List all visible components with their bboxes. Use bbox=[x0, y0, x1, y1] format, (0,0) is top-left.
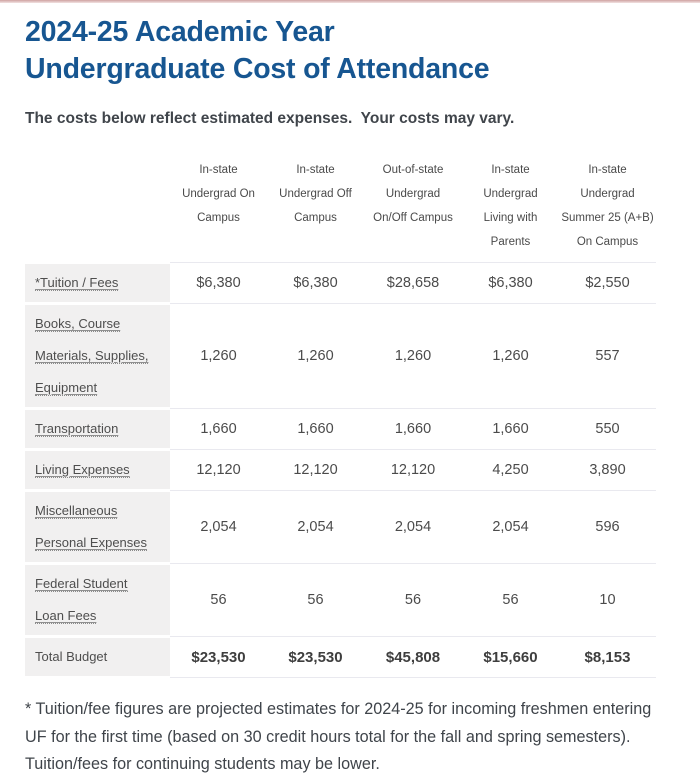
row-label-living-expenses bbox=[25, 450, 170, 491]
cost-cell-transportation-col2: 1,660 bbox=[394, 421, 432, 437]
cost-cell-federal-student-loan-fees-col0: 56 bbox=[210, 592, 227, 608]
row-label-tuition-fees bbox=[25, 263, 170, 304]
cost-cell-total-budget-col1: $23,530 bbox=[288, 648, 343, 666]
cost-cell-federal-student-loan-fees-col2: 56 bbox=[404, 592, 422, 608]
table-row-miscellaneous-personal-expenses bbox=[25, 491, 656, 564]
cost-cell-books-course-materials-col4: 557 bbox=[595, 348, 620, 364]
row-label-total-budget: Total Budget bbox=[25, 637, 170, 678]
cost-cell-federal-student-loan-fees-col3: 56 bbox=[502, 592, 519, 608]
column-header-3: In-state Undergrad Living with Parents bbox=[483, 164, 538, 248]
row-label-link-living-expenses[interactable]: Living Expenses bbox=[35, 462, 130, 477]
cost-cell-books-course-materials-col2: 1,260 bbox=[394, 348, 432, 364]
page-content bbox=[0, 14, 700, 779]
table-row-books-course-materials bbox=[25, 304, 656, 409]
cost-cell-books-course-materials-col0: 1,260 bbox=[200, 348, 237, 364]
table-row-total-budget bbox=[25, 637, 656, 678]
cost-cell-living-expenses-col1: 12,120 bbox=[293, 462, 338, 478]
cost-cell-living-expenses-col3: 4,250 bbox=[492, 462, 529, 478]
cost-cell-tuition-fees-col0: $6,380 bbox=[196, 275, 241, 291]
page-title-line1: 2024-25 Academic Year bbox=[25, 16, 335, 48]
cost-cell-books-course-materials-col3: 1,260 bbox=[492, 348, 529, 364]
cost-cell-miscellaneous-personal-expenses-col3: 2,054 bbox=[492, 519, 529, 535]
cost-cell-miscellaneous-personal-expenses-col1: 2,054 bbox=[297, 519, 334, 535]
cost-cell-transportation-col4: 550 bbox=[595, 421, 620, 437]
row-label-link-miscellaneous-personal-expenses[interactable]: Miscellaneous Personal Expenses bbox=[35, 503, 148, 550]
table-row-transportation bbox=[25, 409, 656, 450]
column-header-2: Out-of-state Undergrad On/Off Campus bbox=[373, 164, 453, 224]
row-label-miscellaneous-personal-expenses bbox=[25, 491, 170, 564]
table-row-tuition-fees bbox=[25, 263, 656, 304]
cost-cell-living-expenses-col4: 3,890 bbox=[589, 462, 626, 478]
cost-cell-total-budget-col3: $15,660 bbox=[483, 648, 538, 666]
cost-cell-tuition-fees-col2: $28,658 bbox=[386, 275, 440, 291]
cost-cell-books-course-materials-col1: 1,260 bbox=[297, 348, 334, 364]
table-header bbox=[25, 150, 656, 263]
cost-cell-transportation-col0: 1,660 bbox=[200, 421, 237, 437]
cost-cell-total-budget-col2: $45,808 bbox=[385, 648, 441, 666]
row-label-link-books-course-materials[interactable]: Books, Course Materials, Supplies, Equipment bbox=[35, 316, 149, 395]
cost-cell-total-budget-col0: $23,530 bbox=[191, 648, 246, 666]
cost-cell-transportation-col3: 1,660 bbox=[492, 421, 529, 437]
row-label-books-course-materials bbox=[25, 304, 170, 409]
column-header-4: In-state Undergrad Summer 25 (A+B) On Campus bbox=[561, 164, 654, 248]
cost-cell-tuition-fees-col3: $6,380 bbox=[488, 275, 533, 291]
top-accent-strip bbox=[0, 0, 700, 3]
column-header-blank bbox=[25, 150, 170, 263]
subtitle: The costs below reflect estimated expenses. Your costs may vary. bbox=[25, 110, 515, 127]
cost-cell-federal-student-loan-fees-col1: 56 bbox=[307, 592, 324, 608]
page-title bbox=[25, 14, 675, 88]
cost-cell-total-budget-col4: $8,153 bbox=[584, 648, 631, 666]
cost-cell-miscellaneous-personal-expenses-col0: 2,054 bbox=[200, 519, 237, 535]
cost-cell-transportation-col1: 1,660 bbox=[297, 421, 334, 437]
cost-cell-tuition-fees-col1: $6,380 bbox=[293, 275, 338, 291]
cost-cell-miscellaneous-personal-expenses-col4: 596 bbox=[595, 519, 620, 535]
row-label-link-transportation[interactable]: Transportation bbox=[35, 421, 119, 436]
cost-cell-federal-student-loan-fees-col4: 10 bbox=[599, 592, 616, 608]
table-row-living-expenses bbox=[25, 450, 656, 491]
page-title-line2: Undergraduate Cost of Attendance bbox=[25, 53, 490, 85]
column-header-0: In-state Undergrad On Campus bbox=[182, 164, 255, 224]
cost-of-attendance-table bbox=[25, 150, 656, 679]
row-label-link-federal-student-loan-fees[interactable]: Federal Student Loan Fees bbox=[35, 576, 128, 623]
table-row-federal-student-loan-fees bbox=[25, 564, 656, 637]
cost-cell-miscellaneous-personal-expenses-col2: 2,054 bbox=[394, 519, 432, 535]
footnote: * Tuition/fee figures are projected estimates for 2024-25 for incoming freshmen entering UF for the first time (based on 30 credit hours total for the fall and spring semesters). Tuition/fees for continuing students may be lower. bbox=[25, 700, 652, 773]
cost-cell-living-expenses-col2: 12,120 bbox=[390, 462, 436, 478]
cost-cell-tuition-fees-col4: $2,550 bbox=[585, 275, 630, 291]
cost-cell-living-expenses-col0: 12,120 bbox=[196, 462, 241, 478]
column-header-1: In-state Undergrad Off Campus bbox=[279, 164, 352, 224]
row-label-transportation bbox=[25, 409, 170, 450]
row-label-link-tuition-fees[interactable]: *Tuition / Fees bbox=[35, 275, 119, 290]
row-label-federal-student-loan-fees bbox=[25, 564, 170, 637]
